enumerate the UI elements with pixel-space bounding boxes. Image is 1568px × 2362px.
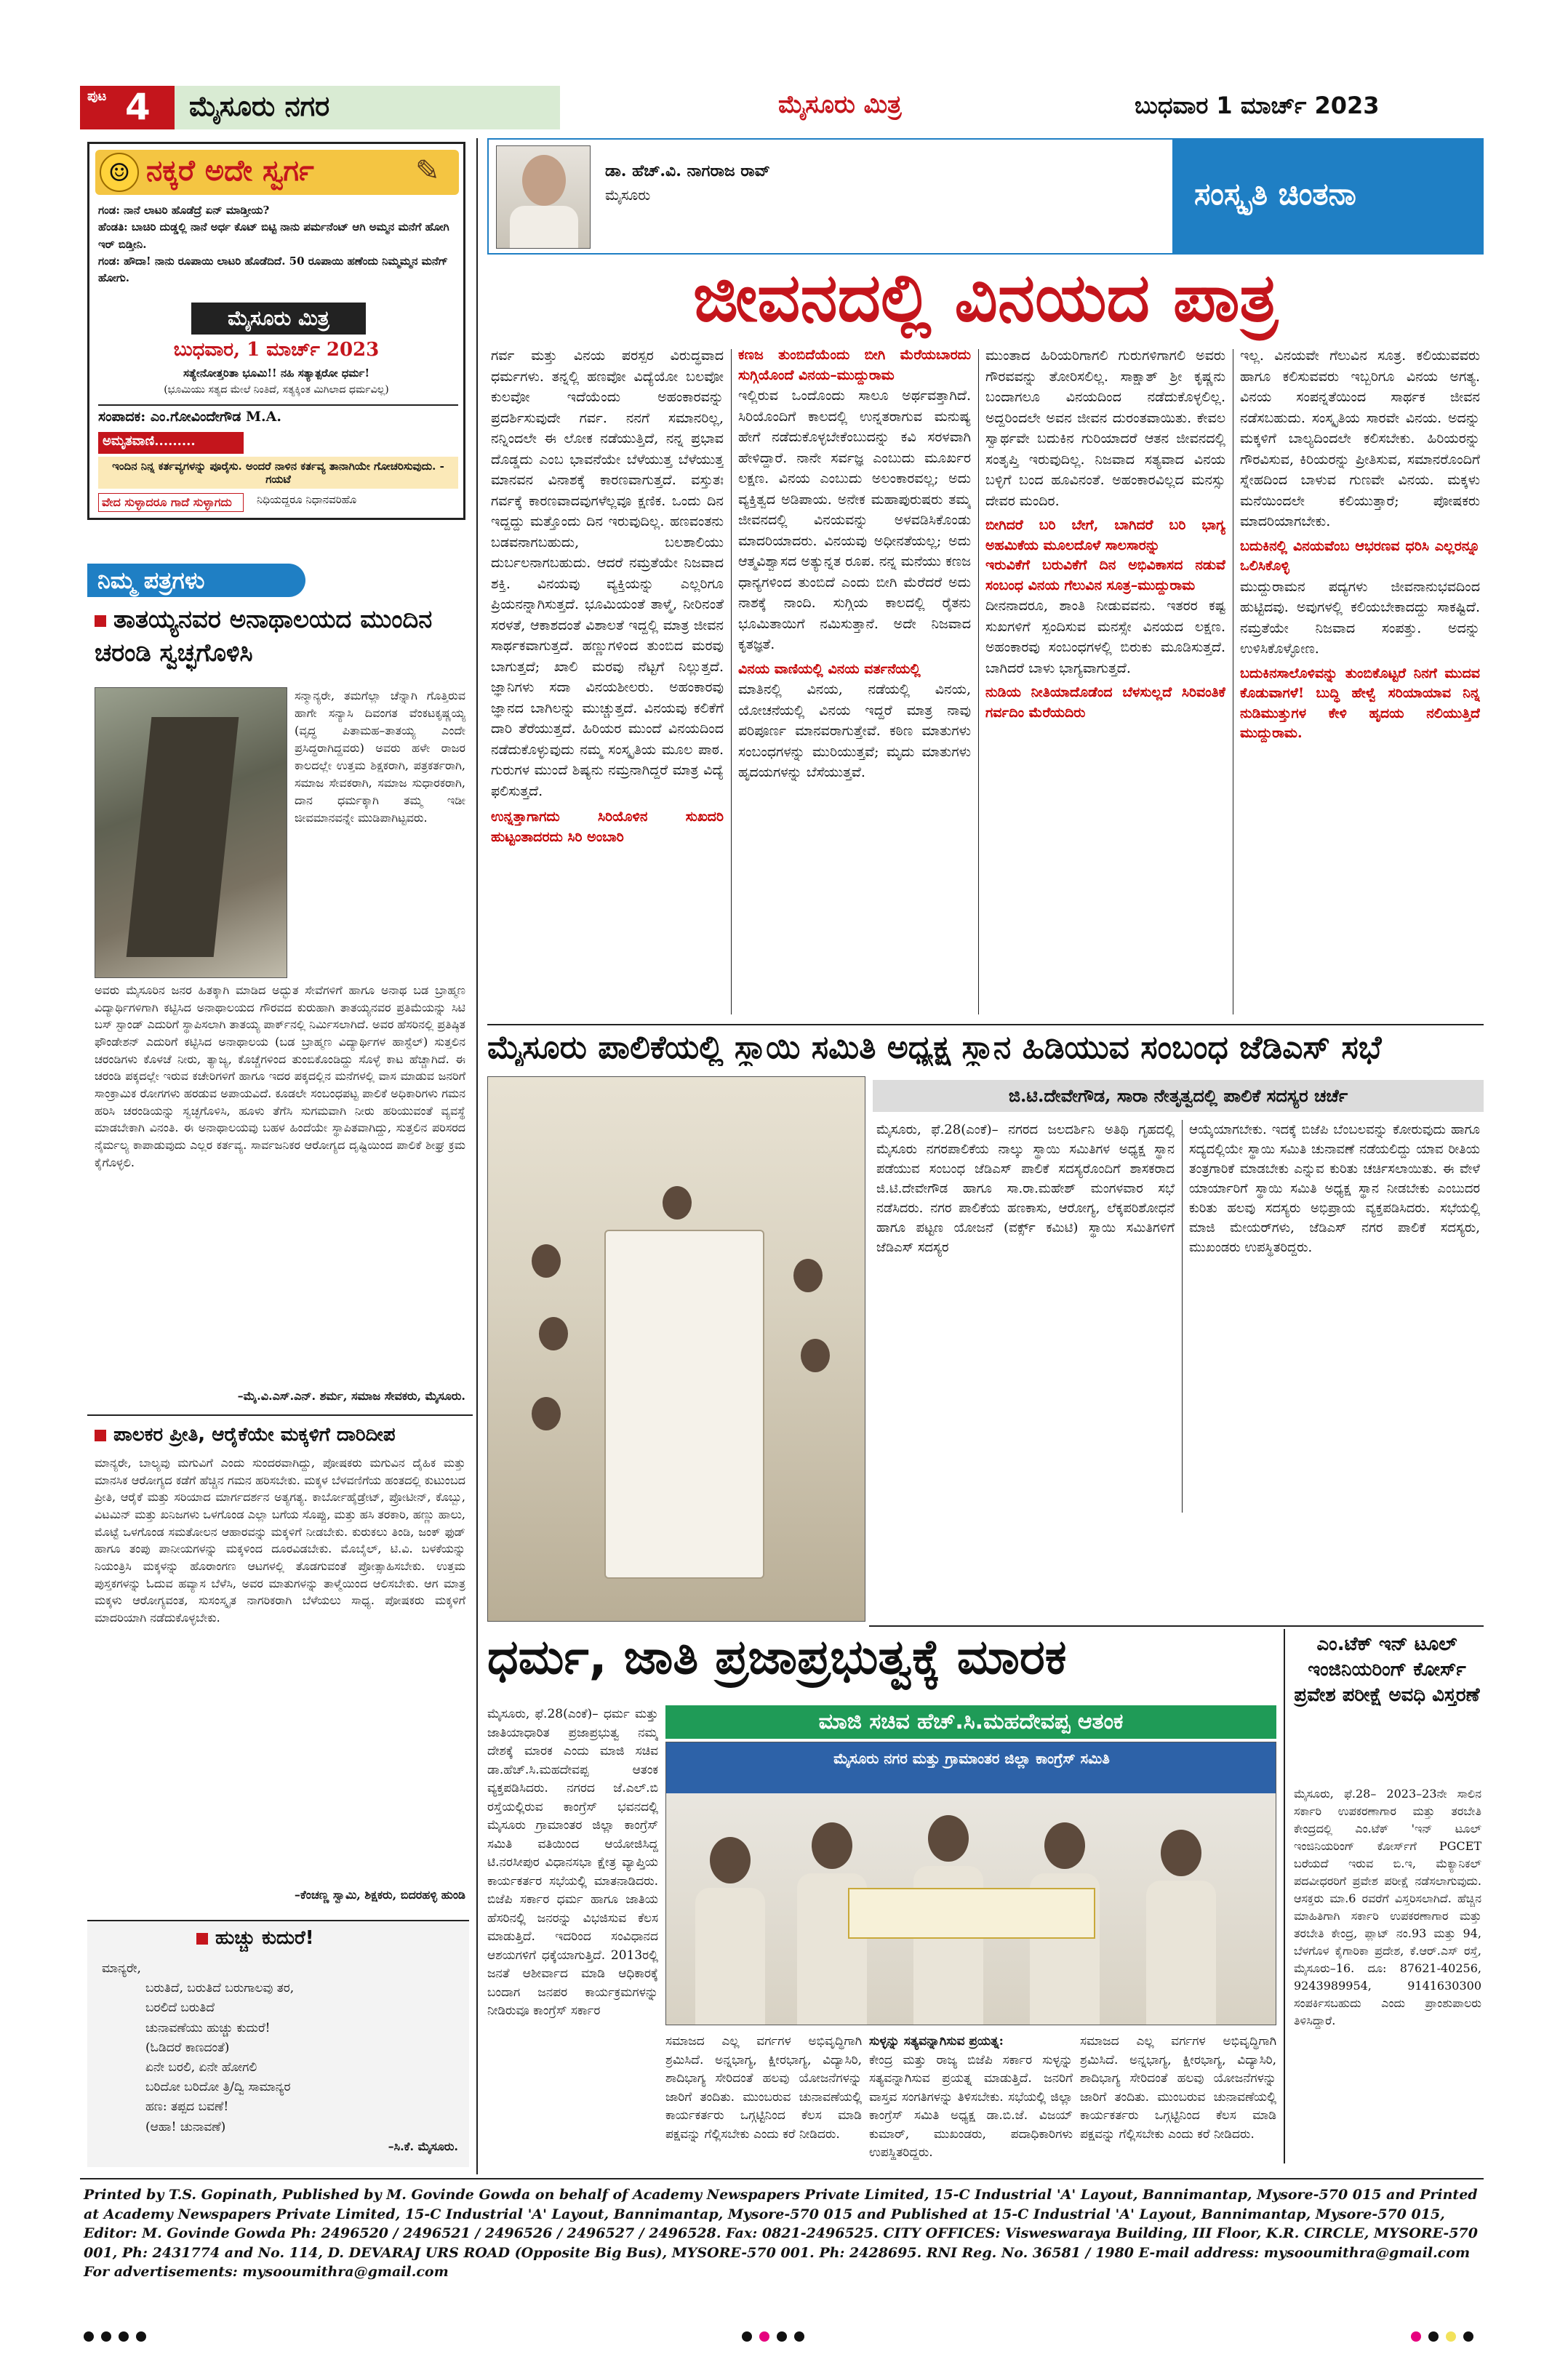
column-divider [1182, 1120, 1183, 1513]
humor-title: ನಕ್ಕರೆ ಅದೇ ಸ್ವರ್ಗ [146, 154, 314, 188]
author-head [522, 155, 566, 206]
divider [87, 1414, 473, 1416]
bullet-icon [196, 1933, 208, 1945]
registration-dots-right [1411, 2331, 1481, 2345]
ett-box [1284, 1629, 1484, 2163]
person [812, 1822, 852, 1869]
poem-line: ಬರುತಿದೆ, ಬರುತಿದೆ ಬರುಗಾಲವು ತರ, [145, 1981, 295, 1996]
quote-label: ಅಮೃತವಾಣಿ......... [98, 432, 244, 454]
humor-box [87, 142, 465, 520]
registration-dots-left [84, 2331, 153, 2345]
ett-body: ಮೈಸೂರು, ಫೆ.28– 2023–23ನೇ ಸಾಲಿನ ಸರ್ಕಾರಿ ಉಪಕರಣಾಗಾರ ಮತ್ತು ತರಬೇತಿ ಕೇಂದ್ರದಲ್ಲಿ ಎಂ.ಟೆಕ್ 'ಇನ್ ಟೂಲ್ ಇಂಜಿನಿಯರಿಂಗ್ ಕೋರ್ಸ್‌ಗೆ PGCET ಬರೆಯದೆ ಇರುವ ಬಿ.ಇ, ಮೆಕ್ಯಾನಿಕಲ್ ಪದವೀಧರರಿಗೆ ಪ್ರವೇಶ ಪರೀಕ್ಷೆ ನಡೆಸಲಾಗುವುದು. ಆಸಕ್ತರು ಮಾ.6 ರವರೆಗೆ ವಿಸ್ತರಿಸಲಾಗಿದೆ. ಹೆಚ್ಚಿನ ಮಾಹಿತಿಗಾಗಿ ಸರ್ಕಾರಿ ಉಪಕರಣಾಗಾರ ಮತ್ತು ತರಬೇತಿ ಕೇಂದ್ರ, ಪ್ಲಾಟ್ ನಂ.93 ಮತ್ತು 94, ಬೆಳಗೊಳ ಕೈಗಾರಿಕಾ ಪ್ರದೇಶ, ಕೆ.ಆರ್.ಎಸ್ ರಸ್ತೆ, ಮೈಸೂರು–16. ದೂ: 87621-40256, 9243989954, 9141630300 ಸಂಪರ್ಕಿಸಬಹುದು ಎಂದು ಪ್ರಾಂಶುಪಾಲರು ತಿಳಿಸಿದ್ದಾರೆ. [1294, 1787, 1481, 2027]
column-divider [476, 138, 478, 2174]
footer-rule [80, 2178, 1484, 2179]
letter-2-signature: –ಕೆಂಚಣ್ಣ ಸ್ವಾಮಿ, ಶಿಕ್ಷಕರು, ಬಿದರಹಳ್ಳಿ ಹುಂಡಿ [294, 1888, 465, 1902]
dharma-col-3: ಸುಳ್ಳನ್ನು ಸತ್ಯವನ್ನಾಗಿಸುವ ಪ್ರಯತ್ನ: ಕೇಂದ್ರ ಮತ್ತು ರಾಜ್ಯ ಬಿಜೆಪಿ ಸರ್ಕಾರ ಸುಳ್ಳನ್ನು ಸತ್ಯವನ್ನಾಗಿಸುವ ಪ್ರಯತ್ನ ಮಾಡುತ್ತಿದೆ. ಜನರಿಗೆ ವಾಸ್ತವ ಸಂಗತಿಗಳನ್ನು ತಿಳಿಸಬೇಕು. ಸಭೆಯಲ್ಲಿ ಜಿಲ್ಲಾ ಕಾಂಗ್ರೆಸ್ ಸಮಿತಿ ಅಧ್ಯಕ್ಷ ಡಾ.ಬಿ.ಜೆ. ವಿಜಯ್ ಕುಮಾರ್, ಮುಖಂಡರು, ಪದಾಧಿಕಾರಿಗಳು ಉಪಸ್ಥಿತರಿದ್ದರು. [869, 2034, 1073, 2160]
person [710, 1837, 751, 1883]
author-name: ಡಾ. ಹೆಚ್.ವಿ. ನಾಗರಾಜ ರಾವ್ [605, 161, 770, 180]
poem-line: ಚುನಾವಣೆಯು ಹುಚ್ಚು ಕುದುರೆ! [145, 2020, 271, 2035]
feature-col-4: ಇಲ್ಲ. ವಿನಯವೇ ಗೆಲುವಿನ ಸೂತ್ರ. ಕಲಿಯುವವರು ಹಾಗೂ ಕಲಿಸುವವರು ಇಬ್ಬರಿಗೂ ವಿನಯ ಅಗತ್ಯ. ವಿನಯ ಸಂಪನ್ನತೆಯಿಂದ ಸಾರ್ಥಕ ಜೀವನ ನಡೆಸಬಹುದು. ಸಂಸ್ಕೃತಿಯ ಸಾರವೇ ವಿನಯ. ಅದನ್ನು ಮಕ್ಕಳಿಗೆ ಬಾಲ್ಯದಿಂದಲೇ ಕಲಿಸಬೇಕು. ಹಿರಿಯರನ್ನು ಗೌರವಿಸುವ, ಕಿರಿಯರನ್ನು ಪ್ರೀತಿಸುವ, ಸಮಾನರೊಂದಿಗೆ ಸ್ನೇಹದಿಂದ ಬಾಳುವ ಗುಣವೇ ವಿನಯ. ಮಕ್ಕಳು ಮನೆಯಿಂದಲೇ ಕಲಿಯುತ್ತಾರೆ; ಪೋಷಕರು ಮಾದರಿಯಾಗಬೇಕು. ಬದುಕಿನಲ್ಲಿ ವಿನಯವೆಂಬ ಆಭರಣವ ಧರಿಸಿ ಎಲ್ಲರನ್ನೂ ಒಲಿಸಿಕೊಳ್ಳಿ ಮುದ್ದುರಾಮನ ಪದ್ಯಗಳು ಜೀವನಾನುಭವದಿಂದ ಹುಟ್ಟಿದವು. ಅವುಗಳಲ್ಲಿ ಕಲಿಯಬೇಕಾದದ್ದು ಸಾಕಷ್ಟಿದೆ. ನಮ್ರತೆಯೇ ನಿಜವಾದ ಸಂಪತ್ತು. ಅದನ್ನು ಉಳಿಸಿಕೊಳ್ಳೋಣ. ಬದುಕಿನಸಾಲೊಳಿವನ್ನು ತುಂಬಿಕೊಟ್ಟರೆ ನಿನಗೆ ಮುದವ ಕೊಡುವಾಗಳೆ! ಬುದ್ಧಿ ಹೇಳ್ವೆ ಸರಿಯಾಯಾವ ನಿನ್ನ ನುಡಿಮುತ್ತುಗಳ ಕೇಳಿ ಹೃದಯ ನಲಿಯುತ್ತಿದೆ ಮುದ್ದುರಾಮ. [1240, 348, 1480, 742]
drain-photo [95, 687, 287, 978]
proverb-right: ನಿಧಿಯದ್ದರೂ ನಿಧಾನವರಿಹೊ [257, 493, 357, 506]
feature-col-2: ಕಣಜ ತುಂಬಿದೆಯೆಂದು ಬೀಗಿ ಮೆರೆಯಬಾರದು ಸುಗ್ಗಿಯೊಂದೆ ವಿನಯ–ಮುದ್ದುರಾಮ ಇಲ್ಲಿರುವ ಒಂದೊಂದು ಸಾಲೂ ಅರ್ಥವತ್ತಾಗಿದೆ. ಸಿರಿಯೊಂದಿಗೆ ಕಾಲದಲ್ಲಿ ಉನ್ನತರಾಗುವ ಮನುಷ್ಯ ಹೇಗೆ ನಡೆದುಕೊಳ್ಳಬೇಕೆಂಬುದನ್ನು ಕವಿ ಸರಳವಾಗಿ ಹೇಳಿದ್ದಾರೆ. ನಾನೇ ಸರ್ವಜ್ಞ ಎಂಬುದು ಮೂರ್ಖರ ಲಕ್ಷಣ. ವಿನಯ ಎಂಬುದು ಅಲಂಕಾರವಲ್ಲ; ಅದು ವ್ಯಕ್ತಿತ್ವದ ಅಡಿಪಾಯ. ಅನೇಕ ಮಹಾಪುರುಷರು ತಮ್ಮ ಜೀವನದಲ್ಲಿ ವಿನಯವನ್ನು ಅಳವಡಿಸಿಕೊಂಡು ಮಾದರಿಯಾದರು. ವಿನಯವು ಅಧೀನತೆಯಲ್ಲ; ಅದು ಆತ್ಮವಿಶ್ವಾಸದ ಅತ್ಯುನ್ನತ ರೂಪ. ನನ್ನ ಮನೆಯು ಕಣಜ ಧಾನ್ಯಗಳಿಂದ ತುಂಬಿದೆ ಎಂದು ಬೀಗಿ ಮೆರೆದರೆ ಅದು ನಾಶಕ್ಕೆ ನಾಂದಿ. ಸುಗ್ಗಿಯ ಕಾಲದಲ್ಲಿ ರೈತನು ಭೂಮಿತಾಯಿಗೆ ನಮಿಸುತ್ತಾನೆ. ಅದೇ ನಿಜವಾದ ಕೃತಜ್ಞತೆ. ವಿನಯ ವಾಣಿಯಲ್ಲಿ ವಿನಯ ವರ್ತನೆಯಲ್ಲಿ ಮಾತಿನಲ್ಲಿ ವಿನಯ, ನಡೆಯಲ್ಲಿ ವಿನಯ, ಯೋಚನೆಯಲ್ಲಿ ವಿನಯ ಇದ್ದರೆ ಮಾತ್ರ ನಾವು ಪರಿಪೂರ್ಣ ಮಾನವರಾಗುತ್ತೇವೆ. ಕಠಿಣ ಮಾತುಗಳು ಸಂಬಂಧಗಳನ್ನು ಮುರಿಯುತ್ತವೆ; ಮೃದು ಮಾತುಗಳು ಹೃದಯಗಳನ್ನು ಬೆಸೆಯುತ್ತವೆ. [738, 347, 971, 781]
section-title: ಮೈಸೂರು ನಗರ [189, 90, 330, 122]
poem-line: ಮಾನ್ಯರೇ, [102, 1961, 141, 1976]
quote-text: ಇಂದಿನ ನಿನ್ನ ಕರ್ತವ್ಯಗಳನ್ನು ಪೂರೈಸು. ಅಂದರೆ ನಾಳಿನ ಕರ್ತವ್ಯ ತಾನಾಗಿಯೇ ಗೋಚರಿಸುವುದು. - ಗಯಟೆ [98, 457, 458, 489]
letter-1-title: ತಾತಯ್ಯನವರ ಅನಾಥಾಲಯದ ಮುಂದಿನ ಚರಂಡಿ ಸ್ವಚ್ಛಗೊಳಿಸಿ [95, 605, 433, 668]
person [793, 1259, 823, 1292]
humor-line: ಗಂಡ: ಹೌದಾ! ನಾನು ರೂಪಾಯಿ ಲಾಟರಿ ಹೊಡೆದಿದೆ. 50 ರೂಪಾಯಿ ಹಣೆಂದು ನಿಮ್ಮಮ್ಮನ ಮನೆಗ್ ಹೋಗು. [98, 254, 448, 284]
letters-banner-text: ನಿಮ್ಮ ಪತ್ರಗಳು [97, 567, 205, 594]
poem-line: ಏನೇ ಬರಲಿ, ಏನೇ ಹೋಗಲಿ [145, 2059, 257, 2075]
poem-title: ಹುಚ್ಚು ಕುದುರೆ! [196, 1927, 314, 1950]
issue-date: ಬುಧವಾರ 1 ಮಾರ್ಚ್ 2023 [1135, 92, 1380, 119]
person [532, 1397, 561, 1430]
poster-held [848, 1888, 1095, 1939]
person [539, 1317, 568, 1350]
cartoon-icon: ✎ [415, 154, 440, 188]
author-photo [496, 145, 591, 249]
humor-line: ಹೆಂಡತಿ: ಬಾಚಿರಿ ದುಡ್ಡಲ್ಲಿ ನಾನೆ ಅರ್ಧ ಕೊಟ್ ಬಿಟ್ಟಿ ನಾನು ಪರ್ಮನೆಂಟ್ ಆಗಿ ಅಮ್ಮನ ಮನೆಗೆ ಹೋಗಿ ಇರ್ ಬಿಡ್ತೀನಿ. [98, 220, 449, 251]
poem-signature: –ಸಿ.ಕೆ. ಮೈಸೂರು. [388, 2139, 458, 2153]
poem-line: ಹಣ: ತಪ್ಪದ ಬವಣೆ! [145, 2099, 229, 2115]
letter-2-body: ಮಾನ್ಯರೇ, ಬಾಲ್ಯವು ಮಗುವಿಗೆ ಎಂದು ಸುಂದರವಾಗಿದ್ದು, ಪೋಷಕರು ಮಗುವಿನ ದೈಹಿಕ ಮತ್ತು ಮಾನಸಿಕ ಆರೋಗ್ಯದ ಕಡೆಗೆ ಹೆಚ್ಚಿನ ಗಮನ ಹರಿಸಬೇಕು. ಮಕ್ಕಳ ಬೆಳವಣಿಗೆಯ ಹಂತದಲ್ಲಿ ಕುಟುಂಬದ ಪ್ರೀತಿ, ಆರೈಕೆ ಮತ್ತು ಸರಿಯಾದ ಮಾರ್ಗದರ್ಶನ ಅತ್ಯಗತ್ಯ. ಕಾರ್ಬೋಹೈಡ್ರೇಟ್, ಪ್ರೋಟೀನ್, ಕೊಬ್ಬು, ವಿಟಮಿನ್ ಮತ್ತು ಖನಿಜಗಳು ಒಳಗೊಂಡ ಎಲ್ಲಾ ಬಗೆಯ ಸೊಪ್ಪು, ಮತ್ತು ಹಸಿ ತರಕಾರಿ, ಹಣ್ಣು ಹಾಲು, ಮೊಟ್ಟೆ ಒಳಗೊಂಡ ಸಮತೋಲನ ಆಹಾರವನ್ನು ಮಕ್ಕಳಿಗೆ ನೀಡಬೇಕು. ಕುರುಕಲು ತಿಂಡಿ, ಜಂಕ್ ಫುಡ್ ಹಾಗೂ ತಂಪು ಪಾನೀಯಗಳನ್ನು ಮಕ್ಕಳಿಂದ ದೂರವಿಡಬೇಕು. ಮೊಬೈಲ್, ಟಿ.ವಿ. ಬಳಕೆಯನ್ನು ನಿಯಂತ್ರಿಸಿ ಮಕ್ಕಳನ್ನು ಹೊರಾಂಗಣ ಆಟಗಳಲ್ಲಿ ತೊಡಗುವಂತೆ ಪ್ರೋತ್ಸಾಹಿಸಬೇಕು. ಉತ್ತಮ ಪುಸ್ತಕಗಳನ್ನು ಓದುವ ಹವ್ಯಾಸ ಬೆಳೆಸಿ, ಅವರ ಮಾತುಗಳನ್ನು ತಾಳ್ಮೆಯಿಂದ ಆಲಿಸಬೇಕು. ಆಗ ಮಾತ್ರ ಮಕ್ಕಳು ಆರೋಗ್ಯವಂತ, ಸುಸಂಸ್ಕೃತ ನಾಗರಿಕರಾಗಿ ಬೆಳೆಯಲು ಸಾಧ್ಯ. ಪೋಷಕರು ಮಕ್ಕಳಿಗೆ ಮಾದರಿಯಾಗಿ ನಡೆದುಕೊಳ್ಳಬೇಕು. [95, 1456, 465, 1625]
jds-subhead: ಜಿ.ಟಿ.ದೇವೇಗೌಡ, ಸಾರಾ ನೇತೃತ್ವದಲ್ಲಿ ಪಾಲಿಕೆ ಸದಸ್ಯರ ಚರ್ಚೆ [873, 1080, 1484, 1112]
humor-lines [98, 202, 458, 287]
page-number: 4 [125, 86, 151, 128]
masthead [80, 86, 1484, 129]
drain-channel [127, 717, 239, 957]
dharma-col-1: ಮೈಸೂರು, ಫೆ.28(ಎಂಕೆ)– ಧರ್ಮ ಮತ್ತು ಜಾತಿಯಾಧಾರಿತ ಪ್ರಜಾಪ್ರಭುತ್ವ ನಮ್ಮ ದೇಶಕ್ಕೆ ಮಾರಕ ಎಂದು ಮಾಜಿ ಸಚಿವ ಡಾ.ಹೆಚ್.ಸಿ.ಮಹದೇವಪ್ಪ ಆತಂಕ ವ್ಯಕ್ತಪಡಿಸಿದರು. ನಗರದ ಜೆ.ಎಲ್.ಬಿ ರಸ್ತೆಯಲ್ಲಿರುವ ಕಾಂಗ್ರೆಸ್ ಭವನದಲ್ಲಿ ಮೈಸೂರು ಗ್ರಾಮಾಂತರ ಜಿಲ್ಲಾ ಕಾಂಗ್ರೆಸ್ ಸಮಿತಿ ವತಿಯಿಂದ ಆಯೋಜಿಸಿದ್ದ ಟಿ.ನರಸೀಪುರ ವಿಧಾನಸಭಾ ಕ್ಷೇತ್ರ ವ್ಯಾಪ್ತಿಯ ಕಾರ್ಯಕರ್ತರ ಸಭೆಯಲ್ಲಿ ಮಾತನಾಡಿದರು. ಬಿಜೆಪಿ ಸರ್ಕಾರ ಧರ್ಮ ಹಾಗೂ ಜಾತಿಯ ಹೆಸರಿನಲ್ಲಿ ಜನರನ್ನು ವಿಭಜಿಸುವ ಕೆಲಸ ಮಾಡುತ್ತಿದೆ. ಇದರಿಂದ ಸಂವಿಧಾನದ ಆಶಯಗಳಿಗೆ ಧಕ್ಕೆಯಾಗುತ್ತಿದೆ. 2013ರಲ್ಲಿ ಜನತೆ ಆಶೀರ್ವಾದ ಮಾಡಿ ಆಧಿಕಾರಕ್ಕೆ ಬಂದಾಗ ಜನಪರ ಕಾರ್ಯಕ್ರಮಗಳನ್ನು ನೀಡಿರುವೂ ಕಾಂಗ್ರೆಸ್ ಸರ್ಕಾರ [487, 1707, 658, 2018]
person-body [695, 1888, 765, 2025]
registration-dots-center [742, 2331, 812, 2345]
dharma-banner: ಮಾಜಿ ಸಚಿವ ಹೆಚ್.ಸಿ.ಮಹದೇವಪ್ಪ ಆತಂಕ [665, 1705, 1276, 1739]
divider [869, 1625, 1484, 1627]
letters-banner [87, 564, 305, 597]
letter-1-side: ಸನ್ಮಾನ್ಯರೇ, ತಮಗೆಲ್ಲಾ ಚೆನ್ನಾಗಿ ಗೊತ್ತಿರುವ ಹಾಗೇ ಸನ್ಯಾಸಿ ದಿವಂಗತ ವೆಂಕಟಕೃಷ್ಣಯ್ಯ (ವೃದ್ಧ ಪಿತಾಮಹ–ತಾತಯ್ಯ ಎಂದೇ ಪ್ರಸಿದ್ಧರಾಗಿದ್ದವರು) ಅವರು ಹಳೇ ರಾಜರ ಕಾಲದಲ್ಲೇ ಉತ್ತಮ ಶಿಕ್ಷಕರಾಗಿ, ಪತ್ರಕರ್ತರಾಗಿ, ಸಮಾಜ ಸೇವಕರಾಗಿ, ಸಮಾಜ ಸುಧಾರಕರಾಗಿ, ದಾನ ಧರ್ಮಕ್ಕಾಗಿ ತಮ್ಮ ಇಡೀ ಜೀವಮಾನವನ್ನೇ ಮುಡಿಪಾಗಿಟ್ಟವರು. [295, 689, 465, 825]
page-label: ಪುಟ [87, 89, 107, 104]
photo-banner-caption: ಮೈಸೂರು ನಗರ ಮತ್ತು ಗ್ರಾಮಾಂತರ ಜಿಲ್ಲಾ ಕಾಂಗ್ರೆಸ್ ಸಮಿತಿ [833, 1750, 1110, 1767]
feature-col-3: ಮುಂತಾದ ಹಿರಿಯರಿಗಾಗಲಿ ಗುರುಗಳಿಗಾಗಲಿ ಅವರು ಗೌರವವನ್ನು ತೋರಿಸಲಿಲ್ಲ. ಸಾಕ್ಷಾತ್ ಶ್ರೀ ಕೃಷ್ಣನು ಬಂದಾಗಲೂ ವಿನಯದಿಂದ ನಡೆದುಕೊಳ್ಳಲಿಲ್ಲ. ಅದ್ದರಿಂದಲೇ ಅವನ ಜೀವನ ದುರಂತವಾಯಿತು. ಕೇವಲ ಸ್ವಾರ್ಥವೇ ಬದುಕಿನ ಗುರಿಯಾದರೆ ಆತನ ಜೀವನದಲ್ಲಿ ಸಂತೃಪ್ತಿ ಇರುವುದಿಲ್ಲ. ನಿಜವಾದ ಸತ್ಯವಾದ ವಿನಯ ಬಳ್ಳಿಗೆ ಬಂದ ಹೂವಿನಂತೆ. ಅಹಂಕಾರವಿಲ್ಲದ ಮನಸ್ಸು ದೇವರ ಮಂದಿರ. ಬೀಗಿದರೆ ಬರಿ ಬೇಗೆ, ಬಾಗಿದರೆ ಬರಿ ಭಾಗ್ಯ ಅಹಮಿಕೆಯ ಮೂಲದೊಳೆ ಸಾಲಸಾರನ್ನು ಇರುವಿಕೆಗೆ ಬರುವಿಕೆಗೆ ದಿನ ಅಭಿವಿಕಾಸದ ನಡುವೆ ಸಂಬಂಧ ವಿನಯ ಗೆಲುವಿನ ಸೂತ್ರ–ಮುದ್ದುರಾಮ ದೀನನಾದರೂ, ಶಾಂತಿ ನೀಡುವವನು. ಇತರರ ಕಷ್ಟ ಸುಖಗಳಿಗೆ ಸ್ಪಂದಿಸುವ ಮನಸ್ಸೇ ವಿನಯದ ಲಕ್ಷಣ. ಅಹಂಕಾರವು ಸಂಬಂಧಗಳಲ್ಲಿ ಬಿರುಕು ಮೂಡಿಸುತ್ತದೆ. ಬಾಗಿದರೆ ಬಾಳು ಭಾಗ್ಯವಾಗುತ್ತದೆ. ನುಡಿಯ ನೀತಿಯಾದೊಡೆಂದ ಬೆಳಸುಲ್ಲದೆ ಸಿರಿವಂತಿಕೆ ಗರ್ವದಿಂ ಮೆರೆಯದಿರು [985, 348, 1225, 721]
humor-date: ಬುಧವಾರ, 1 ಮಾರ್ಚ್ 2023 [173, 339, 380, 361]
meeting-table [604, 1230, 764, 1579]
poem-line: ಬರಲಿದೆ ಬರುತಿದೆ [145, 2001, 215, 2016]
laugh-emoji-icon: ☺ [100, 153, 139, 192]
divider [487, 1024, 1484, 1025]
letter-1-signature: –ಮೈ.ವಿ.ಎಸ್.ಎನ್. ಶರ್ಮ, ಸಮಾಜ ಸೇವಕರು, ಮೈಸೂರು. [237, 1389, 465, 1403]
poem-lines [102, 1959, 294, 2137]
feature-header [487, 138, 1484, 255]
poem-line: (ಆಹಾ! ಚುನಾವಣೆ) [145, 2119, 226, 2134]
column-divider [731, 349, 732, 1014]
feature-headline: ಜೀವನದಲ್ಲಿ ವಿನಯದ ಪಾತ್ರ [692, 259, 1279, 337]
bullet-icon [95, 1430, 106, 1441]
jds-meeting-photo [487, 1076, 865, 1622]
poem-line: (ಓಡಿದರೆ ಕಾಣದಂತೆ) [145, 2040, 230, 2055]
humor-editor: ಸಂಪಾದಕ: ಎಂ.ಗೋವಿಂದೇಗೌಡ M.A. [98, 404, 458, 425]
person [801, 1339, 830, 1372]
dharma-col-2: ಸಮಾಜದ ಎಲ್ಲ ವರ್ಗಗಳ ಅಭಿವೃದ್ಧಿಗಾಗಿ ಶ್ರಮಿಸಿದೆ. ಅನ್ನಭಾಗ್ಯ, ಕ್ಷೀರಭಾಗ್ಯ, ವಿದ್ಯಾಸಿರಿ, ಶಾದಿಭಾಗ್ಯ ಸೇರಿದಂತೆ ಹಲವು ಯೋಜನೆಗಳನ್ನು ಜಾರಿಗೆ ತಂದಿತು. ಮುಂಬರುವ ಚುನಾವಣೆಯಲ್ಲಿ ಕಾರ್ಯಕರ್ತರು ಒಗ್ಗಟ್ಟಿನಿಂದ ಕೆಲಸ ಮಾಡಿ ಪಕ್ಷವನ್ನು ಗೆಲ್ಲಿಸಬೇಕು ಎಂದು ಕರೆ ನೀಡಿದರು. [665, 2034, 862, 2142]
humor-line: ಗಂಡ: ನಾನೆ ಲಾಟರಿ ಹೊಡೆದ್ರೆ ಏನ್ ಮಾಡ್ತೀಯ? [98, 204, 270, 217]
jds-col-1: ಮೈಸೂರು, ಫೆ.28(ಎಂಕೆ)– ನಗರದ ಜಲದರ್ಶಿನಿ ಅತಿಥಿ ಗೃಹದಲ್ಲಿ ಮೈಸೂರು ನಗರಪಾಲಿಕೆಯ ನಾಲ್ಕು ಸ್ಥಾಯಿ ಸಮಿತಿಗಳ ಅಧ್ಯಕ್ಷ ಸ್ಥಾನ ಪಡೆಯುವ ಸಂಬಂಧ ಜೆಡಿಎಸ್ ಪಾಲಿಕೆ ಸದಸ್ಯರೊಂದಿಗೆ ಶಾಸಕರಾದ ಜಿ.ಟಿ.ದೇವೇಗೌಡ ಹಾಗೂ ಸಾ.ರಾ.ಮಹೇಶ್ ಮಂಗಳವಾರ ಸಭೆ ನಡೆಸಿದರು. ನಗರ ಪಾಲಿಕೆಯ ಹಣಕಾಸು, ಆರೋಗ್ಯ, ಲೆಕ್ಕಪರಿಶೋಧನೆ ಹಾಗೂ ಪಟ್ಟಣ ಯೋಜನೆ (ವರ್ಕ್ಸ್ ಕಮಿಟಿ) ಸ್ಥಾಯಿ ಸಮಿತಿಗಳಿಗೆ ಜೆಡಿಎಸ್ ಸದಸ್ಯರ [876, 1122, 1175, 1255]
humor-motto: ಸತ್ಯೇನೋತ್ತರಿತಾ ಭೂಮಿ!! ನಹಿ ಸತ್ಯಾತ್ಪರೋ ಧರ್ಮ! [183, 367, 370, 380]
person [928, 1815, 969, 1862]
humor-paper-name: ಮೈಸೂರು ಮಿತ್ರ [191, 303, 366, 335]
section-title-bar [175, 86, 560, 129]
page-label-box [80, 86, 175, 129]
paper-name: ಮೈಸೂರು ಮಿತ್ರ [778, 90, 902, 119]
jds-col-2: ಆಯ್ಕೆಯಾಗಬೇಕು. ಇದಕ್ಕೆ ಬಿಜೆಪಿ ಬೆಂಬಲವನ್ನು ಕೋರುವುದು ಹಾಗೂ ಸದ್ಯದಲ್ಲಿಯೇ ಸ್ಥಾಯಿ ಸಮಿತಿ ಚುನಾವಣೆ ನಡೆಯಲಿದ್ದು ಯಾವ ರೀತಿಯ ತಂತ್ರಗಾರಿಕೆ ಮಾಡಬೇಕು ಎನ್ನುವ ಕುರಿತು ಚರ್ಚಿಸಲಾಯಿತು. ಈ ವೇಳೆ ಯಾರ್ಯಾರಿಗೆ ಸ್ಥಾಯಿ ಸಮಿತಿ ಅಧ್ಯಕ್ಷ ಸ್ಥಾನ ನೀಡಬೇಕು ಎಂಬುದರ ಕುರಿತು ಹಲವು ಸದಸ್ಯರು ಅಭಿಪ್ರಾಯ ವ್ಯಕ್ತಪಡಿಸಿದರು. ಸಭೆಯಲ್ಲಿ ಮಾಜಿ ಮೇಯರ್‌ಗಳು, ಜೆಡಿಎಸ್ ನಗರ ಪಾಲಿಕೆ ಸದಸ್ಯರು, ಮುಖಂಡರು ಉಪಸ್ಥಿತರಿದ್ದರು. [1189, 1122, 1480, 1255]
feature-section: ಸಂಸ್ಕೃತಿ ಚಿಂತನಾ [1194, 176, 1356, 212]
feature-col-1: ಗರ್ವ ಮತ್ತು ವಿನಯ ಪರಸ್ಪರ ವಿರುದ್ಧವಾದ ಧರ್ಮಗಳು. ತನ್ನಲ್ಲಿ ಹಣವೋ ವಿದ್ಯೆಯೋ ಬಲವೋ ಕುಲವೋ ಇದೆಯೆಂದು ಅಹಂಕಾರವನ್ನು ಪ್ರದರ್ಶಿಸುವುದೇ ಗರ್ವ. ನನಗೆ ಸಮಾನರಿಲ್ಲ, ನನ್ನಿಂದಲೇ ಈ ಲೋಕ ನಡೆಯುತ್ತಿದೆ, ನನ್ನ ಪ್ರಭಾವ ದೊಡ್ಡದು ಎಂಬ ಭಾವನೆಯೇ ಬೆಳೆಯುತ್ತ ಬೆಳೆಯುತ್ತ ಮಾನವನ ವಿನಾಶಕ್ಕೆ ಕಾರಣವಾಗುತ್ತದೆ. ವಸ್ತುತಃ ಗರ್ವಕ್ಕೆ ಕಾರಣವಾದವುಗಳೆಲ್ಲವೂ ಕ್ಷಣಿಕ. ಒಂದು ದಿನ ಇದ್ದದ್ದು ಮತ್ತೊಂದು ದಿನ ಇರುವುದಿಲ್ಲ. ಹಣವಂತನು ಬಡವನಾಗಬಹುದು, ಬಲಶಾಲಿಯು ದುರ್ಬಲನಾಗಬಹುದು. ಆದರೆ ನಮ್ರತೆಯೇ ನಿಜವಾದ ಶಕ್ತಿ. ವಿನಯವು ವ್ಯಕ್ತಿಯನ್ನು ಎಲ್ಲರಿಗೂ ಪ್ರಿಯನನ್ನಾಗಿಸುತ್ತದೆ. ಭೂಮಿಯಂತೆ ತಾಳ್ಮೆ, ನೀರಿನಂತೆ ಸರಳತೆ, ಆಕಾಶದಂತೆ ವಿಶಾಲತೆ ಇದ್ದಲ್ಲಿ ಮಾತ್ರ ಜೀವನ ಸಾರ್ಥಕವಾಗುತ್ತದೆ. ಹಣ್ಣುಗಳಿಂದ ತುಂಬಿದ ಮರವು ಬಾಗುತ್ತದೆ; ಖಾಲಿ ಮರವು ನೆಟ್ಟಗೆ ನಿಲ್ಲುತ್ತದೆ. ಜ್ಞಾನಿಗಳು ಸದಾ ವಿನಯಶೀಲರು. ಅಹಂಕಾರವು ಜ್ಞಾನದ ಬಾಗಿಲನ್ನು ಮುಚ್ಚುತ್ತದೆ. ವಿನಯವು ಕಲಿಕೆಗೆ ದಾರಿ ತೆರೆಯುತ್ತದೆ. ಹಿರಿಯರ ಮುಂದೆ ವಿನಯದಿಂದ ನಡೆದುಕೊಳ್ಳುವುದು ನಮ್ಮ ಸಂಸ್ಕೃತಿಯ ಮೂಲ ಪಾಠ. ಗುರುಗಳ ಮುಂದೆ ಶಿಷ್ಯನು ನಮ್ರನಾಗಿದ್ದರೆ ಮಾತ್ರ ವಿದ್ಯೆ ಫಲಿಸುತ್ತದೆ. ಉನ್ನತ್ತಾಗಾಗದು ಸಿರಿಯೊಳಿನ ಸುಖದರಿ ಹುಟ್ಟಂತಾದರದು ಸಿರಿ ಅಂಬಾರಿ [491, 348, 724, 845]
person-body [1146, 1881, 1216, 2025]
poem-box [87, 1920, 469, 2167]
author-shirt [510, 206, 578, 249]
dharma-headline: ಧರ್ಮ, ಜಾತಿ ಪ್ರಜಾಪ್ರಭುತ್ವಕ್ಕೆ ಮಾರಕ [487, 1629, 1067, 1685]
imprint: Printed by T.S. Gopinath, Published by M. Govinde Gowda on behalf of Academy Newspapers Private Limited, 15-C Industrial 'A' Layout, Bannimantap, Mysore-570 015 and Printed at Academy Newspapers Private Limited, 15-C Industrial 'A' Layout, Bannimantap, Mysore-570 015 and Published at 15-C Industrial 'A' Layout, Bannimantap, Mysore-570 015, Editor: M. Govinde Gowda Ph: 2496520 / 2496521 / 2496526 / 2496527 / 2496528. Fax: 0821-2496525. CITY OFFICES: Visweswaraya Building, III Floor, K.R. CIRCLE, MYSORE-570 001, Ph: 2431774 and No. 114, D. DEVARAJ URS ROAD (Opposite Big Bus), MYSORE-570 001. Ph: 2428695. RNI Reg. No. 36581 / 1980 E-mail address: mysooumithra@gmail.com For advertisements: mysooumithra@gmail.com [84, 2187, 1478, 2281]
author-place: ಮೈಸೂರು [605, 186, 651, 204]
column-divider [978, 349, 979, 1014]
person [532, 1244, 561, 1278]
feature-section-tag [1172, 140, 1484, 253]
congress-event-photo [665, 1742, 1276, 2025]
poem-line: ಬರಿದೋ ಬರಿದೋ ತ್ರಿ/ದ್ವಿ ಸಾಮಾನ್ಯರ [145, 2080, 291, 2095]
person [1161, 1830, 1201, 1876]
humor-motto-translation: (ಭೂಮಿಯು ಸತ್ಯದ ಮೇಲೆ ನಿಂತಿದೆ, ಸತ್ಯಕ್ಕಿಂತ ಮಿಗಿಲಾದ ಧರ್ಮವಿಲ್ಲ) [164, 384, 389, 396]
proverb-left: ವೇದ ಸುಳ್ಳಾದರೂ ಗಾದೆ ಸುಳ್ಳಾಗದು [98, 493, 244, 512]
letter-1-body: ಅವರು ಮೈಸೂರಿನ ಜನರ ಹಿತಕ್ಕಾಗಿ ಮಾಡಿದ ಅದ್ಭುತ ಸೇವೆಗಳಿಗೆ ಹಾಗೂ ಅನಾಥ ಬಡ ಬ್ರಾಹ್ಮಣ ವಿದ್ಯಾರ್ಥಿಗಳಿಗಾಗಿ ಕಟ್ಟಿಸಿದ ಅನಾಥಾಲಯದ ಗೌರವದ ಕುರುಹಾಗಿ ತಾತಯ್ಯನವರ ಪ್ರತಿಮೆಯನ್ನು ಸಿಟಿ ಬಸ್ ಸ್ಟಾಂಡ್ ಎದುರಿಗೆ ಸ್ಥಾಪಿಸಲಾಗಿ ತಾತಯ್ಯ ಪಾರ್ಕ್‌ನಲ್ಲಿ ನಿರ್ಮಿಸಲಾಗಿದೆ. ಅವರ ಹೆಸರಿನಲ್ಲಿ ಪ್ರತಿಷ್ಠಿತ ಫೌಂಡೇಶನ್ ಎದುರಿಗೆ ಕಟ್ಟಿಸಿದ ಅನಾಥಾಲಯ (ಬಡ ಬ್ರಾಹ್ಮಣ ವಿದ್ಯಾರ್ಥಿಗಳ ಹಾಸ್ಟೆಲ್) ಸುತ್ತಲಿನ ಚರಂಡಿಗಳು ಕೊಳಚೆ ನೀರು, ತ್ಯಾಜ್ಯ, ಕೊಚ್ಚೆಗಳಿಂದ ತುಂಬಿಕೊಂಡಿದ್ದು ಸೊಳ್ಳೆ ಕಾಟ ಹೆಚ್ಚಾಗಿದೆ. ಈ ಚರಂಡಿ ಪಕ್ಕದಲ್ಲೇ ಇರುವ ಕಚೇರಿಗಳಿಗೆ ಹಾಗೂ ಇದರ ಪಕ್ಕದಲ್ಲಿನ ಮನೆಗಳಲ್ಲಿ ವಾಸ ಮಾಡುವ ಜನರಿಗೆ ಸಾಂಕ್ರಾಮಿಕ ರೋಗಗಳು ಹರಡುವ ಅಪಾಯವಿದೆ. ಕೂಡಲೇ ಸಂಬಂಧಪಟ್ಟ ಪಾಲಿಕೆ ಅಧಿಕಾರಿಗಳು ಗಮನ ಹರಿಸಿ ಚರಂಡಿಯನ್ನು ಸ್ವಚ್ಛಗೊಳಿಸಿ, ಹೂಳು ತೆಗೆಸಿ ಸುಗಮವಾಗಿ ನೀರು ಹರಿಯುವಂತೆ ವ್ಯವಸ್ಥೆ ಮಾಡಬೇಕಾಗಿ ವಿನಂತಿ. ಈ ಅನಾಥಾಲಯವು ಬಹಳ ಹಿಂದೆಯೇ ಸ್ಥಾಪಿತವಾಗಿದ್ದು, ಸುತ್ತಲಿನ ಪರಿಸರದ ನೈರ್ಮಲ್ಯ ಕಾಪಾಡುವುದು ಎಲ್ಲರ ಕರ್ತವ್ಯ. ಸಾರ್ವಜನಿಕರ ಆರೋಗ್ಯದ ದೃಷ್ಟಿಯಿಂದ ಪಾಲಿಕೆ ಶೀಘ್ರ ಕ್ರಮ ಕೈಗೊಳ್ಳಲಿ. [95, 983, 465, 1169]
bullet-icon [95, 615, 106, 627]
dharma-col-4: ಸಮಾಜದ ಎಲ್ಲ ವರ್ಗಗಳ ಅಭಿವೃದ್ಧಿಗಾಗಿ ಶ್ರಮಿಸಿದೆ. ಅನ್ನಭಾಗ್ಯ, ಕ್ಷೀರಭಾಗ್ಯ, ವಿದ್ಯಾಸಿರಿ, ಶಾದಿಭಾಗ್ಯ ಸೇರಿದಂತೆ ಹಲವು ಯೋಜನೆಗಳನ್ನು ಜಾರಿಗೆ ತಂದಿತು. ಮುಂಬರುವ ಚುನಾವಣೆಯಲ್ಲಿ ಕಾರ್ಯಕರ್ತರು ಒಗ್ಗಟ್ಟಿನಿಂದ ಕೆಲಸ ಮಾಡಿ ಪಕ್ಷವನ್ನು ಗೆಲ್ಲಿಸಬೇಕು ಎಂದು ಕರೆ ನೀಡಿದರು. [1080, 2034, 1276, 2142]
person [1044, 1822, 1085, 1869]
person [663, 1186, 692, 1220]
letter-2-title: ಪಾಲಕರ ಪ್ರೀತಿ, ಆರೈಕೆಯೇ ಮಕ್ಕಳಿಗೆ ದಾರಿದೀಪ [95, 1424, 465, 1446]
ett-headline: ಎಂ.ಟೆಕ್ ಇನ್ ಟೂಲ್ ಇಂಜಿನಿಯರಿಂಗ್ ಕೋರ್ಸ್ ಪ್ರವೇಶ ಪರೀಕ್ಷೆ ಅವಧಿ ವಿಸ್ತರಣೆ [1294, 1633, 1480, 1707]
jds-headline: ಮೈಸೂರು ಪಾಲಿಕೆಯಲ್ಲಿ ಸ್ಥಾಯಿ ಸಮಿತಿ ಅಧ್ಯಕ್ಷ ಸ್ಥಾನ ಹಿಡಿಯುವ ಸಂಬಂಧ ಜೆಡಿಎಸ್ ಸಭೆ [487, 1029, 1382, 1066]
humor-title-bar [95, 150, 459, 195]
